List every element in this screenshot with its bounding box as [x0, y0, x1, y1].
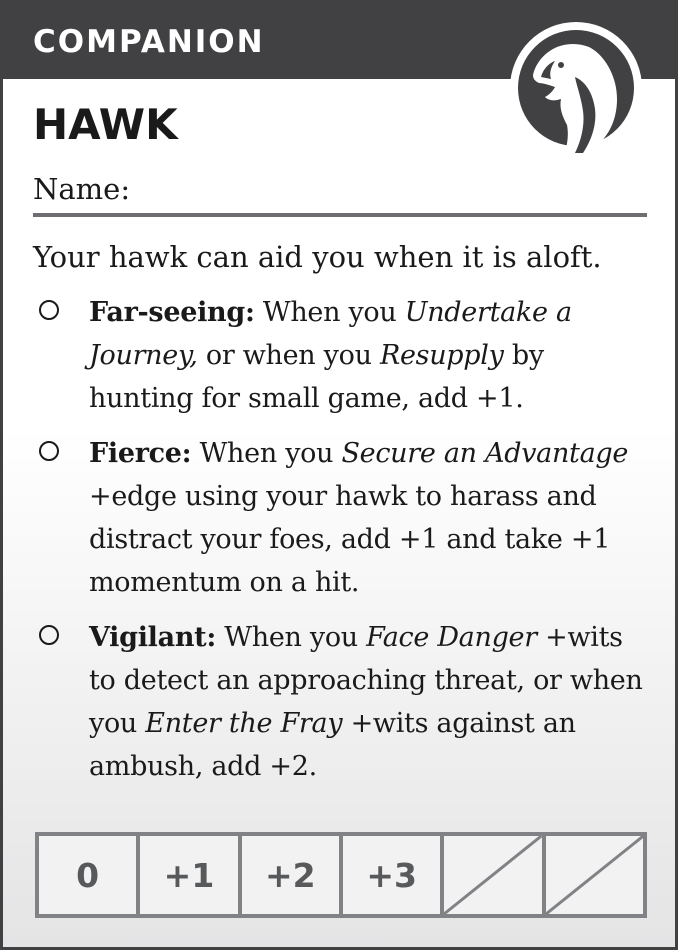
ability-text — [89, 291, 653, 420]
ability-far-seeing — [33, 291, 653, 420]
ability-text-run: +edge using your hawk to harass and distract your foes, add +1 and take +1 momentum on a hit. — [89, 481, 611, 598]
ability-text-run: When you — [216, 622, 367, 653]
track-box-3[interactable]: +3 — [343, 836, 444, 914]
track-box-1[interactable]: +1 — [140, 836, 241, 914]
track-box-slashed — [546, 836, 643, 914]
asset-category: COMPANION — [33, 24, 265, 60]
ability-name: Vigilant: — [89, 622, 216, 653]
move-name: Resupply — [379, 340, 504, 371]
track-box-2[interactable]: +2 — [242, 836, 343, 914]
ability-text — [89, 432, 653, 604]
hawk-silhouette-icon — [505, 17, 647, 159]
ability-checkbox[interactable] — [39, 625, 59, 645]
ability-checkbox[interactable] — [39, 441, 59, 461]
ability-text-run: or when you — [197, 340, 380, 371]
ability-vigilant — [33, 616, 653, 788]
asset-description: Your hawk can aid you when it is aloft. — [33, 240, 602, 274]
asset-title: HAWK — [33, 100, 178, 149]
ability-name: Fierce: — [89, 438, 192, 469]
name-field-line[interactable] — [33, 213, 647, 217]
ability-name: Far-seeing: — [89, 297, 255, 328]
move-name: Undertake a Journey, — [89, 297, 572, 371]
name-field-label: Name: — [33, 172, 131, 206]
ability-text-run: +wits against an ambush, add +2. — [89, 708, 576, 782]
ability-text — [89, 616, 653, 788]
slash-mark — [546, 836, 643, 914]
move-name: Enter the Fray — [145, 708, 343, 739]
ability-checkbox[interactable] — [39, 300, 59, 320]
ability-list — [33, 291, 653, 800]
slash-mark — [444, 836, 541, 914]
ability-text-run: +wits to detect an approaching threat, or when you — [89, 622, 643, 739]
ability-text-run: by hunting for small game, add +1. — [89, 340, 544, 414]
track-box-slashed — [444, 836, 545, 914]
track-box-0[interactable]: 0 — [39, 836, 140, 914]
ability-fierce — [33, 432, 653, 604]
move-name: Face Danger — [366, 622, 537, 653]
ability-text-run: When you — [254, 297, 405, 328]
ability-text-run: When you — [191, 438, 342, 469]
health-track — [35, 832, 647, 918]
move-name: Secure an Advantage — [341, 438, 629, 469]
